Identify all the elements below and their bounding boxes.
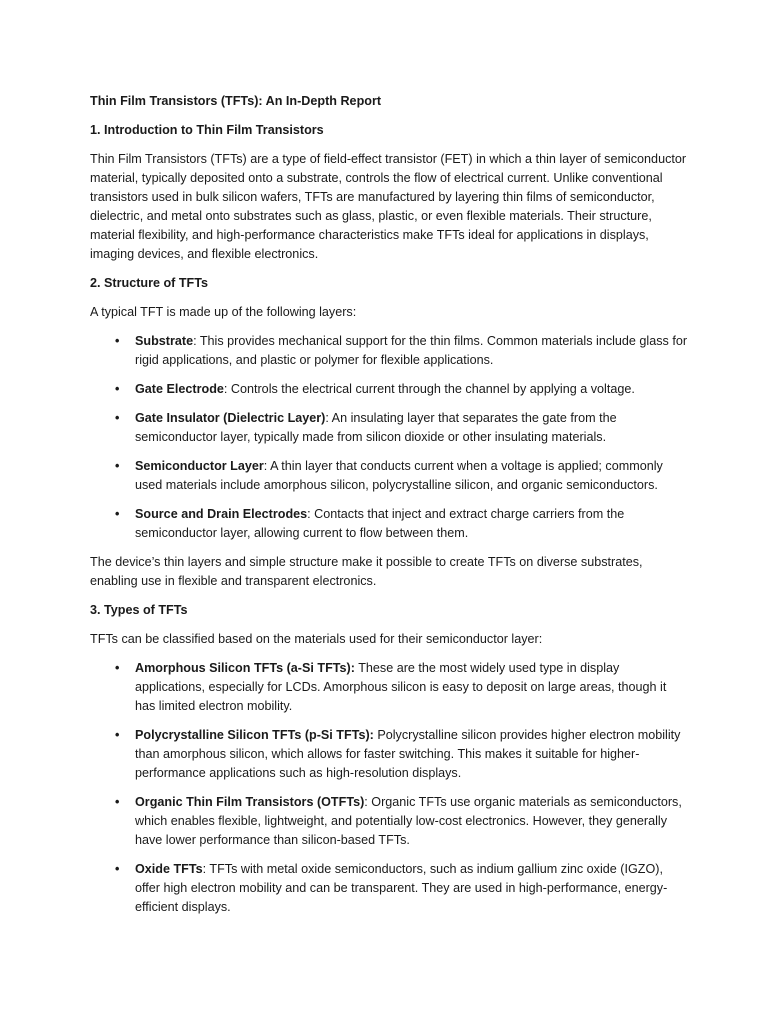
bullet-text: Polycrystalline silicon provides higher electron mobility than amorphous silicon, which allows for faster switching. This makes it suitable for higher-performance applications such as high-resolution displays. <box>135 728 681 780</box>
bullet-text: : Contacts that inject and extract charge carriers from the semiconductor layer, allowing current to flow between them. <box>135 507 625 540</box>
bullet-icon: • <box>115 411 120 425</box>
bullet-term: Gate Electrode <box>135 382 224 396</box>
bullet-icon: • <box>115 507 120 521</box>
bullet-icon: • <box>115 382 120 396</box>
document-page <box>90 92 690 927</box>
section-heading-structure: 2. Structure of TFTs <box>90 276 209 290</box>
bullet-text: These are the most widely used type in display applications, especially for LCDs. Amorphous silicon is easy to deposit on large areas, though it has limited electron mobility. <box>135 661 667 713</box>
types-bullet-list <box>90 659 690 917</box>
paragraph-structure-outro: The device’s thin layers and simple structure make it possible to create TFTs on diverse substrates, enabling use in flexible and transparent electronics. <box>90 555 643 588</box>
paragraph-types-intro: TFTs can be classified based on the materials used for their semiconductor layer: <box>90 632 543 646</box>
bullet-term: Organic Thin Film Transistors (OTFTs) <box>135 795 365 809</box>
structure-bullet-list <box>90 332 690 543</box>
bullet-text: : Controls the electrical current through the channel by applying a voltage. <box>223 382 635 396</box>
bullet-term: Amorphous Silicon TFTs (a-Si TFTs): <box>135 661 355 675</box>
paragraph-introduction: Thin Film Transistors (TFTs) are a type of field-effect transistor (FET) in which a thin layer of semiconductor material, typically deposited onto a substrate, controls the flow of electrical current. Unlike conventional transistors used in bulk silicon wafers, TFTs are manufactured by layering thin films of semiconductor, dielectric, and metal onto substrates such as glass, plastic, or even flexible materials. Their structure, material flexibility, and high-performance characteristics make TFTs ideal for applications in displays, imaging devices, and flexible electronics. <box>90 152 687 261</box>
bullet-text: : TFTs with metal oxide semiconductors, such as indium gallium zinc oxide (IGZO), offer high electron mobility and can be transparent. They are used in high-performance, energy-efficient displays. <box>135 862 668 914</box>
bullet-term: Gate Insulator (Dielectric Layer) <box>135 411 326 425</box>
bullet-icon: • <box>115 728 120 742</box>
bullet-icon: • <box>115 795 120 809</box>
bullet-term: Substrate <box>135 334 194 348</box>
bullet-term: Oxide TFTs <box>135 862 203 876</box>
list-item <box>90 860 690 917</box>
list-item <box>90 409 690 447</box>
paragraph-structure-intro: A typical TFT is made up of the following layers: <box>90 305 357 319</box>
bullet-text: : Organic TFTs use organic materials as semiconductors, which enables flexible, lightweight, and potentially low-cost electronics. However, they generally have lower performance than silicon-based TFTs. <box>135 795 682 847</box>
list-item <box>90 380 690 399</box>
list-item <box>90 726 690 783</box>
document-title: Thin Film Transistors (TFTs): An In-Depth Report <box>90 94 382 108</box>
bullet-icon: • <box>115 862 120 876</box>
bullet-text: : A thin layer that conducts current when a voltage is applied; commonly used materials include amorphous silicon, polycrystalline silicon, and organic semiconductors. <box>135 459 663 492</box>
bullet-icon: • <box>115 459 120 473</box>
bullet-icon: • <box>115 334 120 348</box>
bullet-text: : An insulating layer that separates the gate from the semiconductor layer, typically made from silicon dioxide or other insulating materials. <box>135 411 617 444</box>
bullet-text: : This provides mechanical support for the thin films. Common materials include glass for rigid applications, and plastic or polymer for flexible applications. <box>135 334 688 367</box>
list-item <box>90 457 690 495</box>
list-item <box>90 659 690 716</box>
bullet-term: Source and Drain Electrodes <box>135 507 308 521</box>
section-heading-introduction: 1. Introduction to Thin Film Transistors <box>90 123 324 137</box>
bullet-term: Semiconductor Layer <box>135 459 264 473</box>
list-item <box>90 505 690 543</box>
section-heading-types: 3. Types of TFTs <box>90 603 188 617</box>
list-item <box>90 332 690 370</box>
bullet-term: Polycrystalline Silicon TFTs (p-Si TFTs): <box>135 728 374 742</box>
bullet-icon: • <box>115 661 120 675</box>
list-item <box>90 793 690 850</box>
